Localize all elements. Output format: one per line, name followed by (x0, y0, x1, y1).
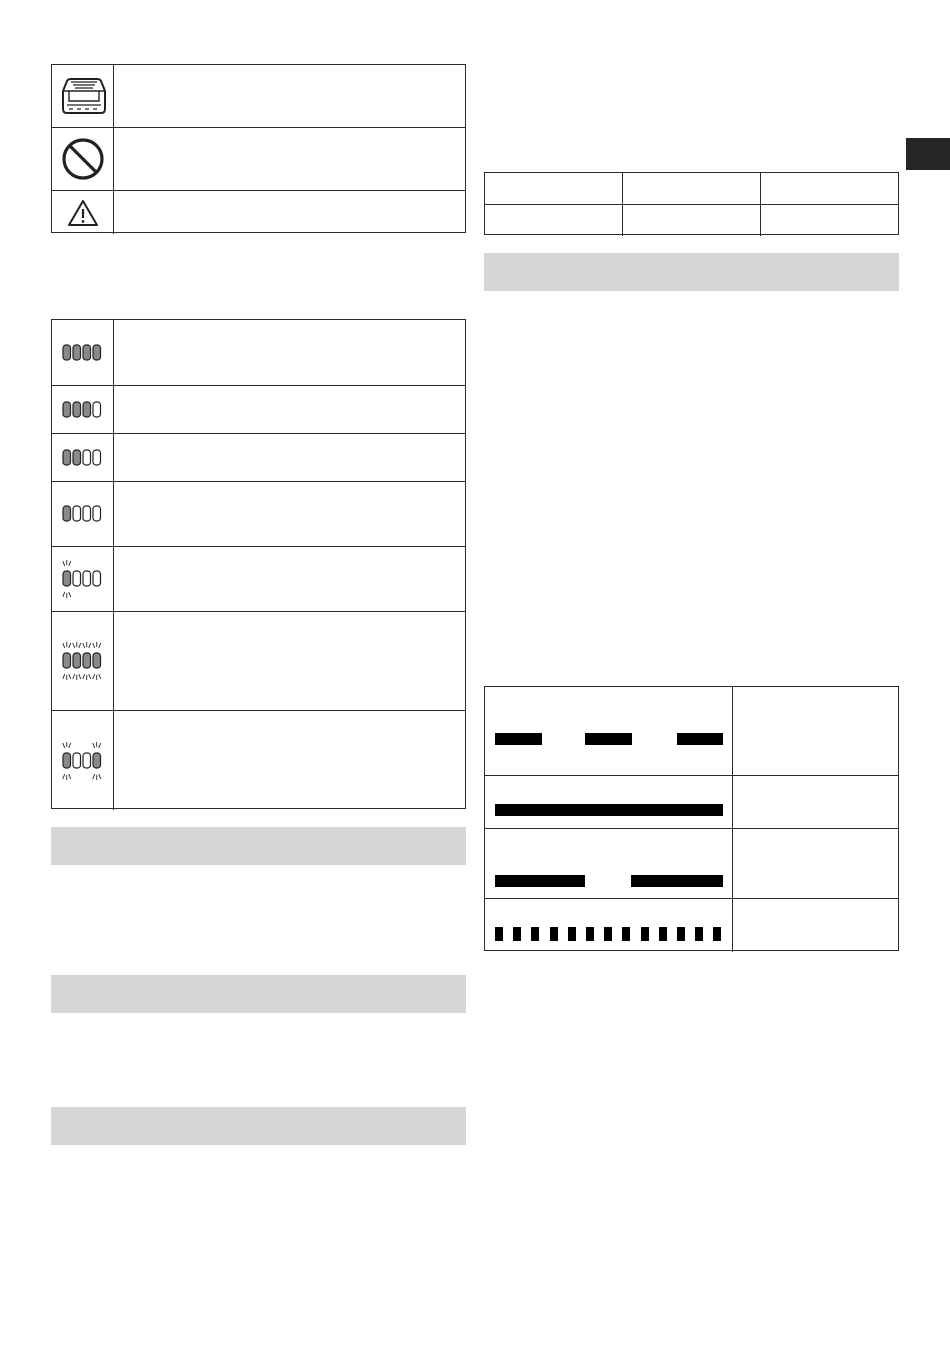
pattern-row (485, 898, 898, 952)
led-pattern-table (484, 686, 899, 951)
lamp-off (93, 506, 101, 521)
blink-ray (62, 592, 64, 597)
blink-ray (68, 592, 70, 597)
lamp-lit (93, 753, 101, 768)
lamp-lit (63, 653, 71, 668)
spec-value-cell (485, 205, 623, 236)
blink-ray (68, 561, 70, 566)
lamp-off (73, 753, 81, 768)
lamp-off (73, 506, 81, 521)
pattern-row (485, 687, 898, 775)
rapid-pulse-dash (659, 927, 667, 941)
pulse-bar (677, 733, 723, 745)
spec-header-cell (761, 173, 898, 204)
indicator-row (52, 710, 465, 810)
lamp-lit (73, 345, 81, 360)
pattern-description (733, 687, 898, 775)
blink-ray (68, 743, 70, 748)
pulse-bar (495, 733, 542, 745)
blink-ray (62, 743, 64, 748)
spec-header-cell (623, 173, 761, 204)
blink-ray (92, 774, 94, 779)
charge-1-lamp-blinking-icon (52, 547, 114, 611)
symbol-row (52, 127, 465, 190)
section-body (51, 873, 466, 963)
indicator-row (52, 433, 465, 481)
rapid-pulse-dash (568, 927, 576, 941)
blink-ray (98, 774, 100, 779)
indicator-row (52, 481, 465, 546)
blink-ray (62, 561, 64, 566)
indicator-description (114, 612, 465, 710)
indicator-description (114, 482, 465, 546)
charge-end-lamps-blinking-icon (52, 711, 114, 810)
lamp-off (83, 753, 91, 768)
lamp-lit (63, 506, 71, 521)
indicator-row (52, 320, 465, 385)
blink-ray (72, 643, 74, 648)
blink-ray (82, 643, 84, 648)
blink-ray (62, 643, 64, 648)
blink-ray (92, 643, 94, 648)
lamp-lit (63, 753, 71, 768)
blink-ray (68, 643, 70, 648)
blink-ray (78, 674, 80, 679)
blink-ray (88, 643, 90, 648)
pattern-continuous (485, 776, 733, 828)
pattern-description (733, 776, 898, 828)
pattern-three-long-pulses (485, 687, 733, 775)
section-body (484, 300, 899, 670)
lamp-lit (73, 450, 81, 465)
pattern-rapid-pulses (485, 899, 733, 952)
indicator-description (114, 434, 465, 481)
symbol-row (52, 190, 465, 234)
lamp-lit (63, 402, 71, 417)
lamp-lit (93, 653, 101, 668)
blink-ray (98, 743, 100, 748)
charge-indicator-table (51, 319, 466, 809)
symbol-table (51, 64, 466, 233)
lamp-lit (73, 653, 81, 668)
lamp-off (73, 571, 81, 586)
blink-ray (72, 674, 74, 679)
indicator-description (114, 386, 465, 433)
pulse-bar (585, 733, 632, 745)
pattern-description (733, 829, 898, 898)
rapid-pulse-dash (641, 927, 649, 941)
blink-ray (68, 774, 70, 779)
section-body (51, 1021, 466, 1101)
section-heading-band (51, 827, 466, 865)
pattern-row (485, 828, 898, 898)
lamp-lit (63, 345, 71, 360)
lamp-off (83, 450, 91, 465)
prohibited-icon (52, 128, 114, 190)
continuous-bar (495, 804, 723, 816)
charge-3-lamps-lit-icon (52, 386, 114, 433)
symbol-description (114, 191, 465, 234)
symbol-row (52, 65, 465, 127)
rapid-pulse-dash (713, 927, 721, 941)
charge-all-lamps-blinking-icon (52, 612, 114, 710)
rapid-pulse-dash (695, 927, 703, 941)
spec-header-row (485, 173, 898, 204)
blink-ray (68, 674, 70, 679)
rapid-pulse-dash (550, 927, 558, 941)
rapid-pulse-dash (513, 927, 521, 941)
symbol-description (114, 128, 465, 190)
lamp-off (93, 450, 101, 465)
lamp-lit (73, 402, 81, 417)
battery-pack-icon (52, 65, 114, 127)
lamp-lit (83, 653, 91, 668)
indicator-row (52, 546, 465, 611)
indicator-description (114, 320, 465, 385)
blink-ray (92, 674, 94, 679)
rapid-pulse-dash (586, 927, 594, 941)
blink-ray (62, 774, 64, 779)
section-heading-band (484, 253, 899, 291)
spec-table (484, 172, 899, 235)
section-body (51, 1153, 466, 1303)
lamp-lit (63, 450, 71, 465)
rapid-pulse-dash (622, 927, 630, 941)
rapid-pulse-dash (495, 927, 503, 941)
rapid-pulse-dash (677, 927, 685, 941)
section-heading-band (51, 1107, 466, 1145)
blink-ray (82, 674, 84, 679)
lamp-lit (93, 345, 101, 360)
rapid-pulse-dash (604, 927, 612, 941)
lamp-off (83, 571, 91, 586)
rapid-pulse-dash (531, 927, 539, 941)
blink-ray (98, 674, 100, 679)
lamp-off (93, 402, 101, 417)
lamp-lit (83, 402, 91, 417)
charge-4-lamps-lit-icon (52, 320, 114, 385)
charge-2-lamps-lit-icon (52, 434, 114, 481)
blink-ray (88, 674, 90, 679)
spec-value-row (485, 204, 898, 236)
pattern-description (733, 899, 898, 952)
indicator-row (52, 385, 465, 433)
lamp-off (83, 506, 91, 521)
indicator-description (114, 711, 465, 810)
pattern-row (485, 775, 898, 828)
section-heading-band (51, 975, 466, 1013)
spec-value-cell (623, 205, 761, 236)
charge-1-lamp-lit-icon (52, 482, 114, 546)
indicator-description (114, 547, 465, 611)
pulse-bar (631, 875, 723, 887)
lamp-lit (63, 571, 71, 586)
pulse-bar (495, 875, 585, 887)
lamp-off (93, 571, 101, 586)
lamp-lit (83, 345, 91, 360)
blink-ray (62, 674, 64, 679)
pattern-two-long-pulses (485, 829, 733, 898)
warning-triangle-icon (52, 191, 114, 234)
symbol-description (114, 65, 465, 127)
spec-value-cell (761, 205, 898, 236)
blink-ray (78, 643, 80, 648)
language-tab (906, 138, 950, 170)
spec-header-cell (485, 173, 623, 204)
blink-ray (98, 643, 100, 648)
indicator-row (52, 611, 465, 710)
blink-ray (92, 743, 94, 748)
